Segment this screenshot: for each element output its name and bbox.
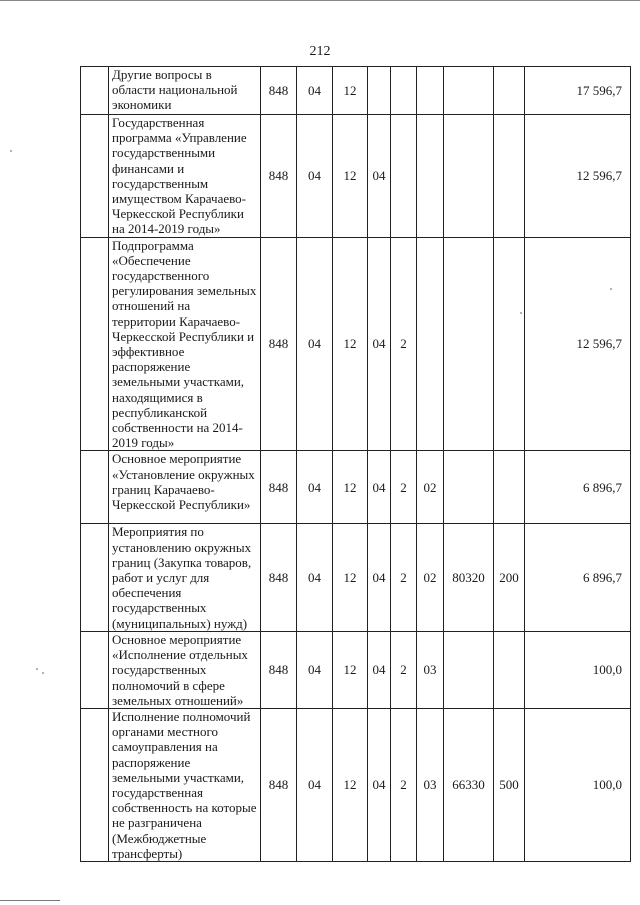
cell-expense-type: 500 [494,708,525,861]
cell-activity [417,67,444,115]
cell-expense-type [494,67,525,115]
cell-program: 04 [368,631,391,708]
table-row [81,631,631,708]
cell-expense-type: 200 [494,524,525,631]
cell-subsection: 12 [333,631,368,708]
cell-section: 04 [297,115,333,238]
cell-ministry: 848 [261,524,297,631]
cell-subsection: 12 [333,451,368,524]
cell-name: Подпрограмма «Обеспечение государственного регулирования земельных отношений на территории Карачаево-Черкесской Республики и эффективное распоряжение земельными участками, находящимися в республиканской собственности на 2014-2019 годы» [109,237,261,451]
cell-subsection: 12 [333,524,368,631]
cell-amount: 6 896,7 [525,524,631,631]
cell-program: 04 [368,237,391,451]
cell-direction [444,115,494,238]
cell-activity: 03 [417,708,444,861]
scan-edge-mark-top [0,0,640,1]
table-row [81,67,631,115]
cell-ministry: 848 [261,237,297,451]
table-row [81,115,631,238]
scan-speck [10,150,12,152]
budget-table [80,66,631,862]
cell-ministry: 848 [261,631,297,708]
cell-direction [444,451,494,524]
cell-name: Другие вопросы в области национальной экономики [109,67,261,115]
cell-direction [444,67,494,115]
cell-direction [444,631,494,708]
cell-subprogram: 2 [391,631,417,708]
cell-subprogram: 2 [391,451,417,524]
cell-name: Основное мероприятие «Исполнение отдельных государственных полномочий в сфере земельных отношений» [109,631,261,708]
cell-section: 04 [297,451,333,524]
cell-amount: 100,0 [525,708,631,861]
row-number-cell [81,67,109,115]
cell-program: 04 [368,708,391,861]
scan-speck [610,288,612,290]
cell-name: Исполнение полномочий органами местного самоуправления на распоряжение земельными участками, государственная собственность на которые не разграничена (Межбюджетные трансферты) [109,708,261,861]
scan-speck [520,312,522,314]
cell-subsection: 12 [333,115,368,238]
cell-subprogram: 2 [391,708,417,861]
cell-amount: 100,0 [525,631,631,708]
cell-activity [417,237,444,451]
cell-amount: 12 596,7 [525,237,631,451]
cell-name: Государственная программа «Управление государственными финансами и государственным имуществом Карачаево-Черкесской Республики на 2014-2019 годы» [109,115,261,238]
cell-program [368,67,391,115]
cell-subsection: 12 [333,67,368,115]
cell-subprogram [391,115,417,238]
cell-program: 04 [368,115,391,238]
cell-section: 04 [297,237,333,451]
row-number-cell [81,631,109,708]
row-number-cell [81,524,109,631]
page-number: 212 [309,44,331,59]
table-row [81,708,631,861]
cell-name: Основное мероприятие «Установление окружных границ Карачаево-Черкесской Республики» [109,451,261,524]
cell-amount: 12 596,7 [525,115,631,238]
cell-subprogram [391,67,417,115]
cell-activity: 02 [417,451,444,524]
row-number-cell [81,451,109,524]
cell-ministry: 848 [261,708,297,861]
scan-speck [36,668,38,670]
cell-expense-type [494,115,525,238]
cell-direction [444,237,494,451]
row-number-cell [81,237,109,451]
cell-direction: 66330 [444,708,494,861]
cell-amount: 17 596,7 [525,67,631,115]
cell-name: Мероприятия по установлению окружных границ (Закупка товаров, работ и услуг для обеспечения государственных (муниципальных) нужд) [109,524,261,631]
cell-subsection: 12 [333,237,368,451]
cell-section: 04 [297,708,333,861]
table-row [81,451,631,524]
row-number-cell [81,115,109,238]
cell-expense-type [494,451,525,524]
cell-program: 04 [368,524,391,631]
cell-subsection: 12 [333,708,368,861]
cell-section: 04 [297,67,333,115]
cell-expense-type [494,631,525,708]
cell-expense-type [494,237,525,451]
cell-amount: 6 896,7 [525,451,631,524]
cell-section: 04 [297,631,333,708]
cell-subprogram: 2 [391,237,417,451]
cell-section: 04 [297,524,333,631]
scan-speck [42,672,44,674]
cell-ministry: 848 [261,115,297,238]
scan-edge-mark-bottom [0,900,60,901]
cell-ministry: 848 [261,451,297,524]
row-number-cell [81,708,109,861]
cell-activity [417,115,444,238]
table-row [81,237,631,451]
cell-subprogram: 2 [391,524,417,631]
cell-activity: 02 [417,524,444,631]
cell-ministry: 848 [261,67,297,115]
cell-direction: 80320 [444,524,494,631]
cell-activity: 03 [417,631,444,708]
cell-program: 04 [368,451,391,524]
table-row [81,524,631,631]
table-body [81,67,631,862]
